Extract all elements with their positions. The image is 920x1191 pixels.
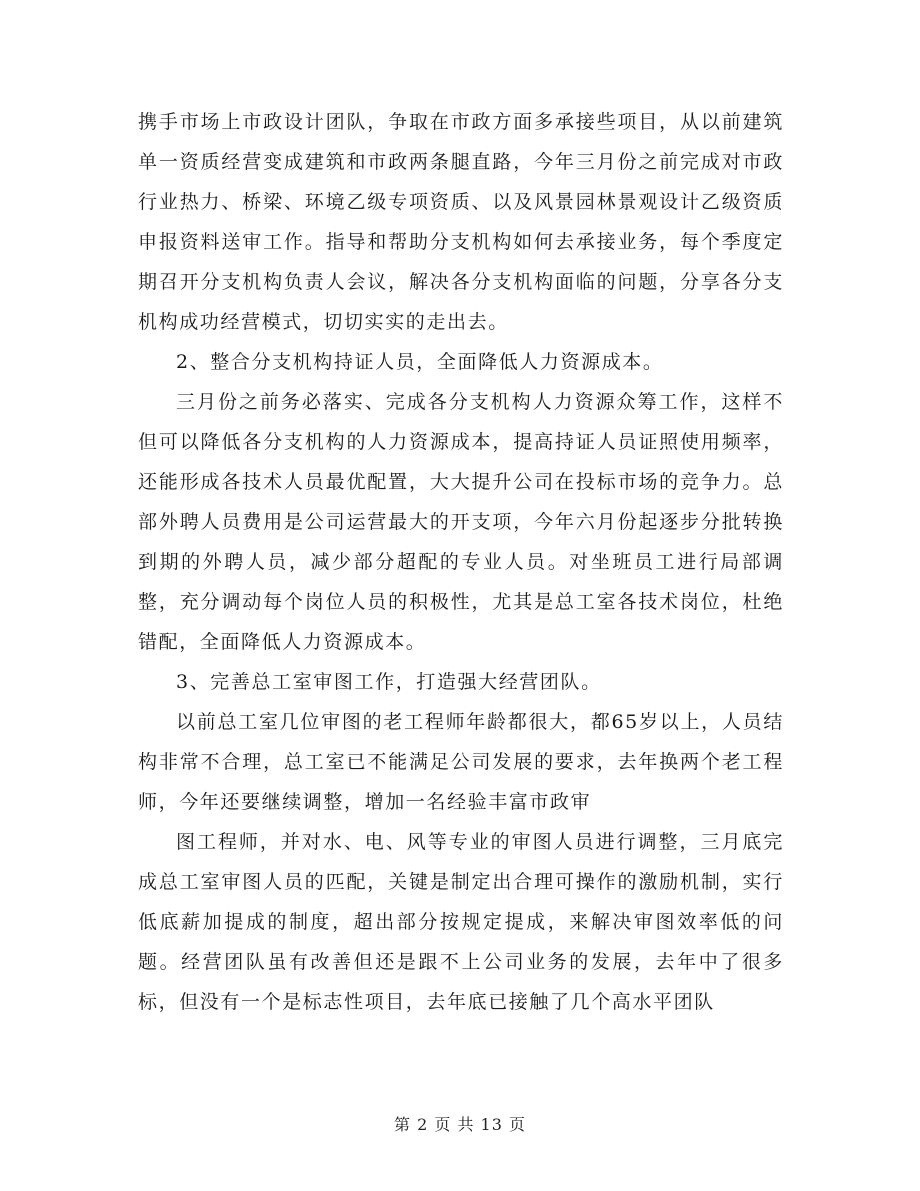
- paragraph-continuation: 携手市场上市政设计团队，争取在市政方面多承接些项目，从以前建筑单一资质经营变成建筑和市政两条腿直路，今年三月份之前完成对市政行业热力、桥梁、环境乙级专项资质、以及风景园林景观设计乙级资质申报资料送审工作。指导和帮助分支机构如何去承接业务，每个季度定期召开分支机构负责人会议，解决各分支机构面临的问题，分享各分支机构成功经营模式，切切实实的走出去。: [138, 111, 784, 333]
- section-heading-3: 3、完善总工室审图工作，打造强大经营团队。: [176, 671, 602, 693]
- paragraph-review-team: 图工程师，并对水、电、风等专业的审图人员进行调整，三月底完成总工室审图人员的匹配，关键是制定出合理可操作的激励机制，实行低底薪加提成的制度，超出部分按规定提成，来解决审图效率低的问题。经营团队虽有改善但还是跟不上公司业务的发展，去年中了很多标，但没有一个是标志性项目，去年底已接触了几个高水平团队: [138, 831, 784, 1013]
- document-body: [138, 102, 784, 1022]
- paragraph-staffing: 三月份之前务必落实、完成各分支机构人力资源众筹工作，这样不但可以降低各分支机构的人力资源成本，提高持证人员证照使用频率，还能形成各技术人员最优配置，大大提升公司在投标市场的竞争力。总部外聘人员费用是公司运营最大的开支项，今年六月份起逐步分批转换到期的外聘人员，减少部分超配的专业人员。对坐班员工进行局部调整，充分调动每个岗位人员的积极性，尤其是总工室各技术岗位，杜绝错配，全面降低人力资源成本。: [138, 391, 784, 653]
- page-number-footer: 第 2 页 共 13 页: [394, 1115, 526, 1134]
- paragraph-review-engineers: 以前总工室几位审图的老工程师年龄都很大，都65岁以上，人员结构非常不合理，总工室已不能满足公司发展的要求，去年换两个老工程师，今年还要继续调整，增加一名经验丰富市政审: [138, 711, 784, 813]
- section-heading-2: 2、整合分支机构持证人员，全面降低人力资源成本。: [176, 351, 664, 373]
